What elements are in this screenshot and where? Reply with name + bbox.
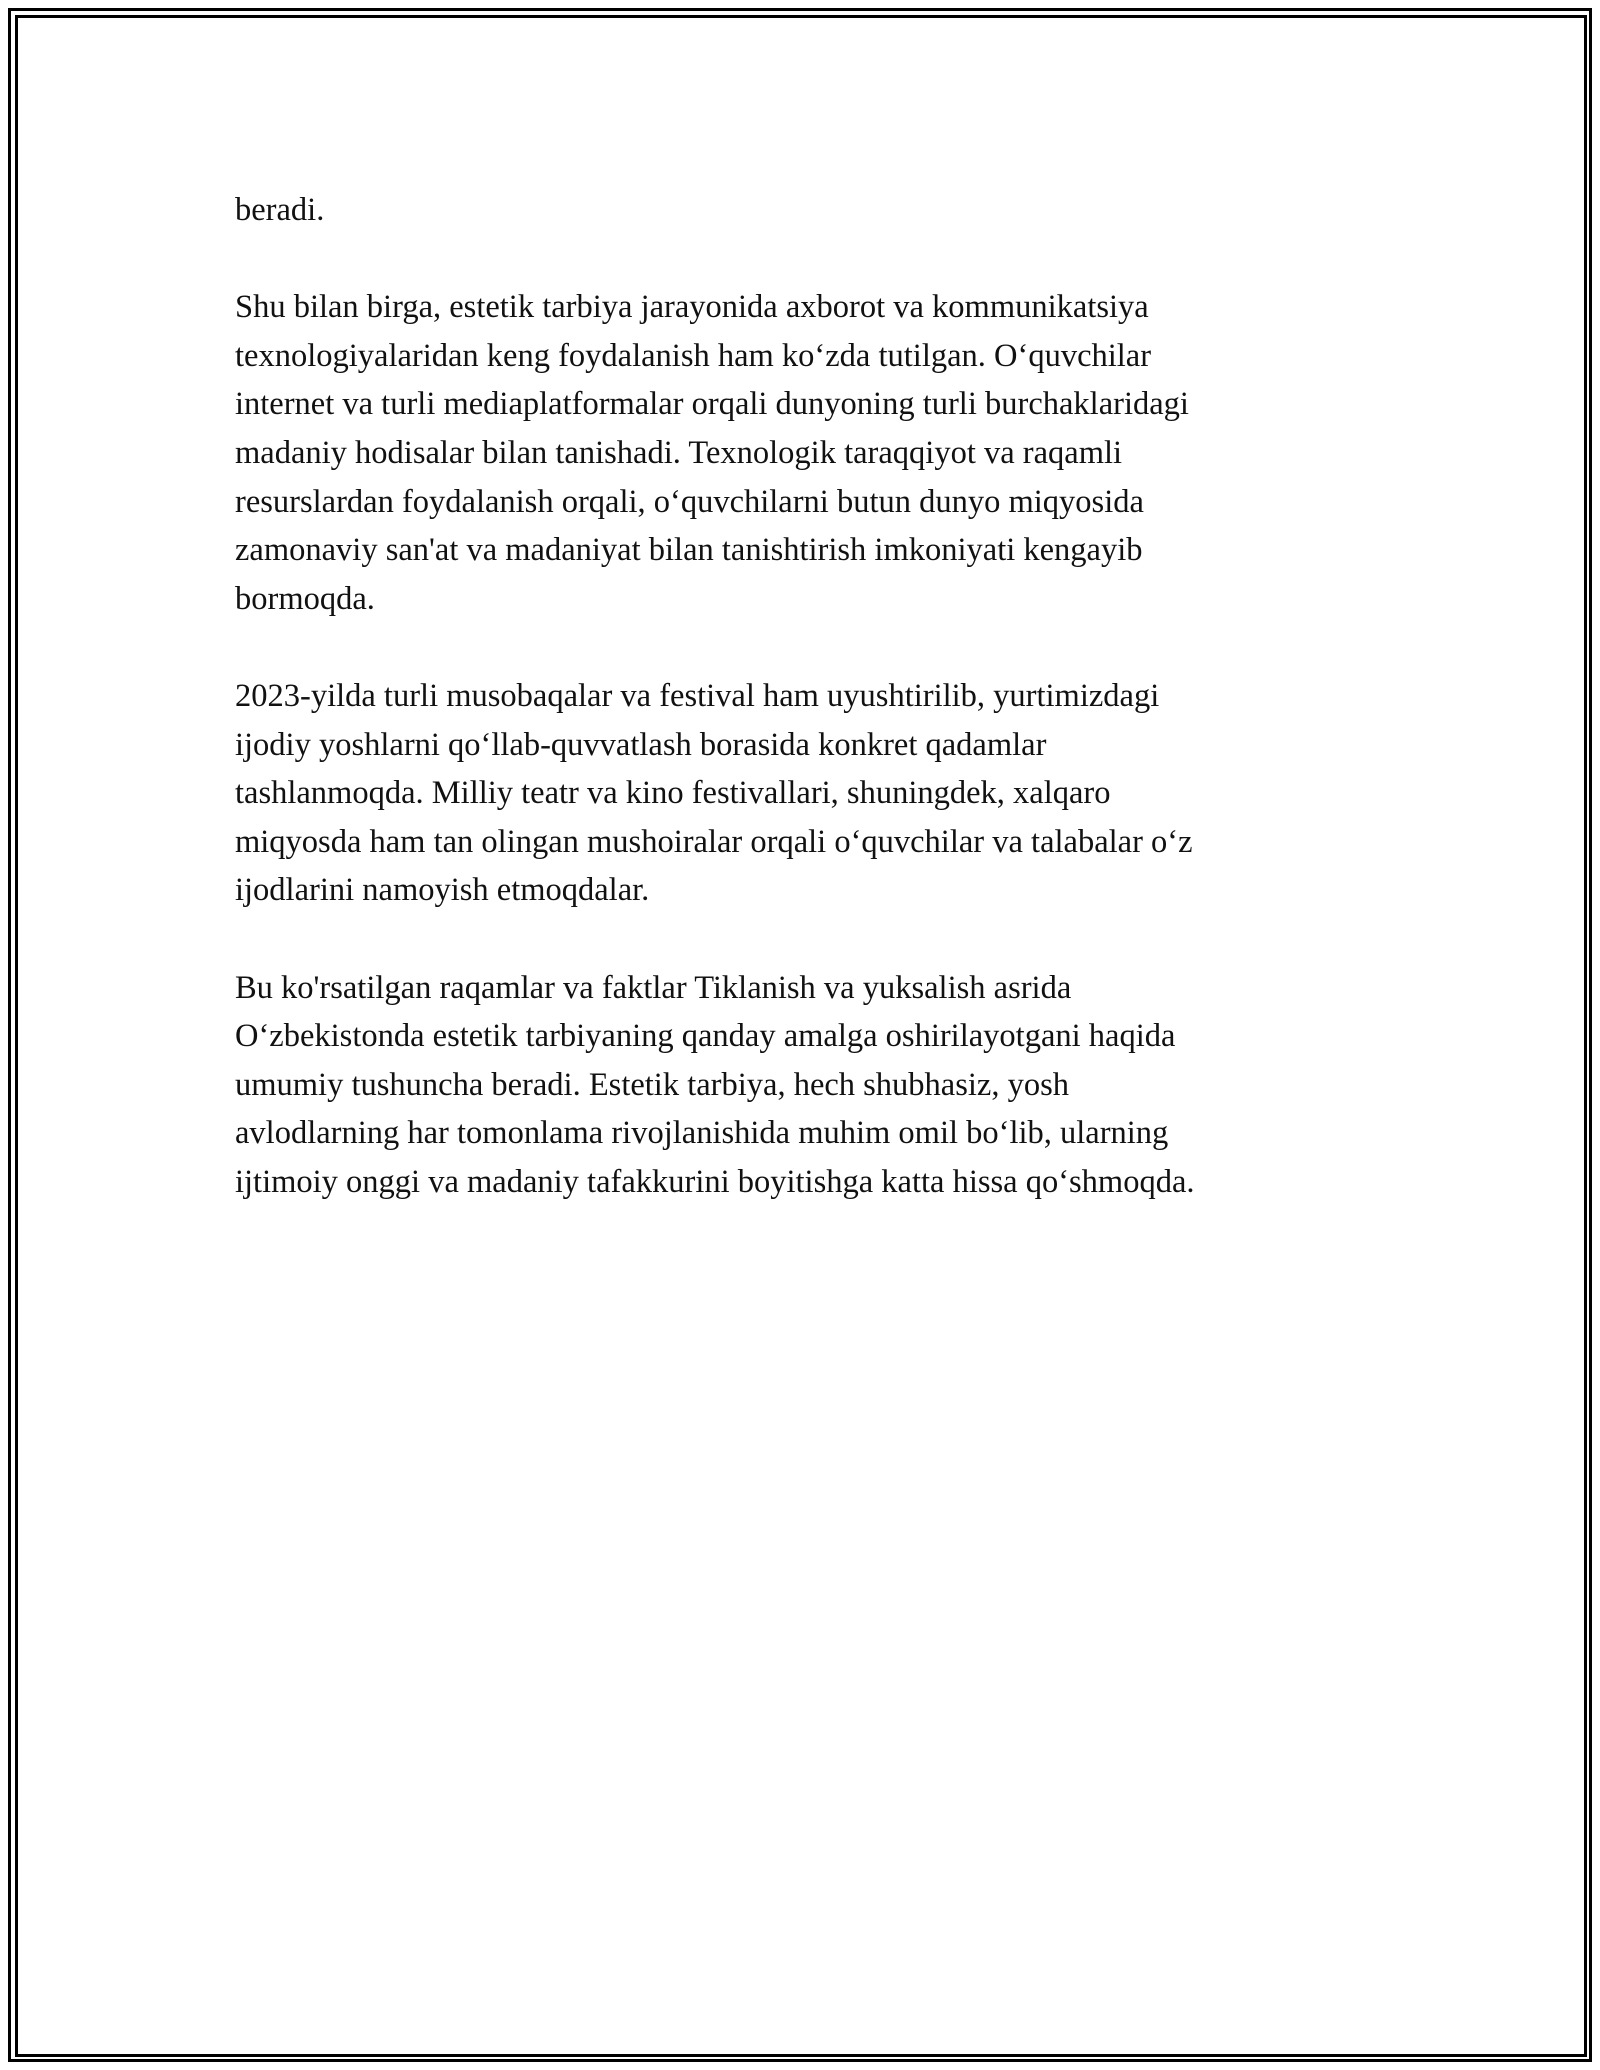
paragraph-festivals-2023: 2023-yilda turli musobaqalar va festival ham uyushtirilib, yurtimizdagi ijodiy yoshlarni qo‘llab-quvvatlash borasida konkret qadamlar tashlanmoqda. Milliy teatr va kino festivallari, shuningdek, xalqaro miqyosda ham tan olingan mushoiralar orqali o‘quvchilar va talabalar o‘z ijodlarini namoyish etmoqdalar. [235,677,1193,909]
paragraph-continuation: beradi. [235,192,325,228]
paragraph-ict-usage: Shu bilan birga, estetik tarbiya jarayonida axborot va kommunikatsiya texnologiyalaridan keng foydalanish ham ko‘zda tutilgan. O‘quvchilar internet va turli mediaplatformalar orqali dunyoning turli burchaklaridagi madaniy hodisalar bilan tanishadi. Texnologik taraqqiyot va raqamli resurslardan foydalanish orqali, o‘quvchilarni butun dunyo miqyosida zamonaviy san'at va madaniyat bilan tanishtirish imkoniyati kengayib bormoqda. [235,289,1189,617]
document-body [235,186,1355,1255]
paragraph-conclusion: Bu ko'rsatilgan raqamlar va faktlar Tiklanish va yuksalish asrida O‘zbekistonda estetik tarbiyaning qanday amalga oshirilayotgani haqida umumiy tushuncha beradi. Estetik tarbiya, hech shubhasiz, yosh avlodlarning har tomonlama rivojlanishida muhim omil bo‘lib, ularning ijtimoiy onggi va madaniy tafakkurini boyitishga katta hissa qo‘shmoqda. [235,969,1195,1200]
